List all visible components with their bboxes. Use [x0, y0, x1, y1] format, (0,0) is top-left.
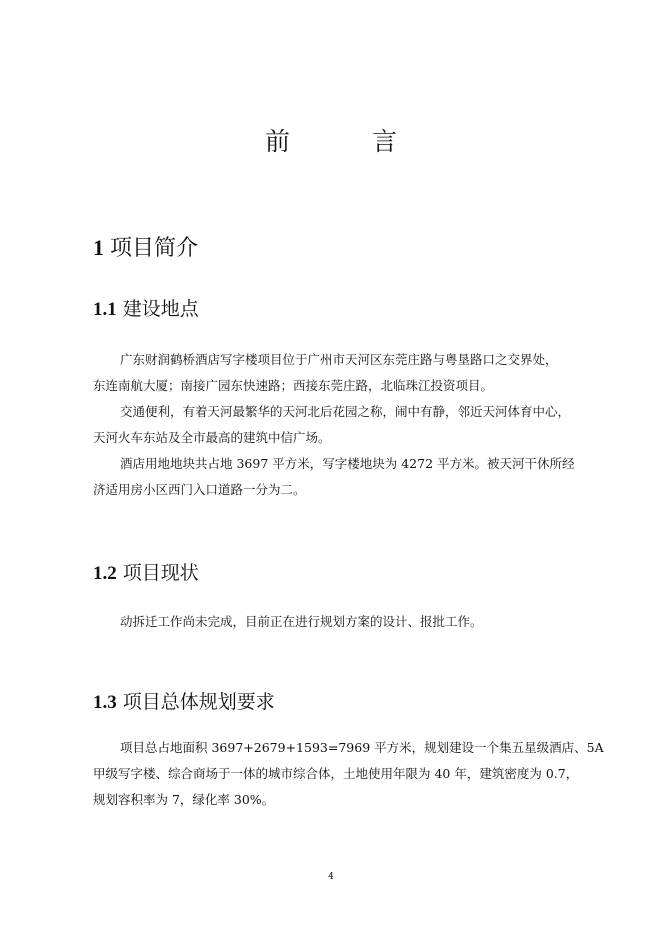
preface-title-char-2: 言	[372, 127, 398, 156]
section-number: 1	[93, 235, 104, 260]
paragraph-status	[93, 609, 593, 635]
paragraph-location-1	[93, 347, 593, 399]
paragraph-line: 酒店用地地块共占地 3697 平方米，写字楼地块为 4272 平方米。被天河干休所经	[120, 456, 575, 471]
paragraph-line: 甲级写字楼、综合商场于一体的城市综合体，土地使用年限为 40 年，建筑密度为 0.7，	[93, 766, 579, 781]
paragraph-line: 东连南航大厦；南接广园东快速路；西接东莞庄路，北临珠江投资项目。	[93, 378, 494, 393]
paragraph-line: 天河火车东站及全市最高的建筑中信广场。	[93, 430, 331, 445]
subsection-title: 项目现状	[122, 562, 199, 584]
section-heading-1	[93, 231, 198, 262]
paragraph-location-2	[93, 399, 593, 451]
paragraph-location-3	[93, 451, 593, 503]
page-number: 4	[328, 872, 334, 882]
subsection-title: 建设地点	[122, 298, 199, 320]
paragraph-line: 济适用房小区西门入口道路一分为二。	[93, 482, 306, 497]
subsection-heading-1-3	[93, 687, 275, 714]
paragraph-line: 项目总占地面积 3697+2679+1593=7969 平方米，规划建设一个集五星级酒店、5A	[120, 740, 604, 755]
paragraph-line: 交通便利，有着天河最繁华的天河北后花园之称，闹中有静，邻近天河体育中心，	[120, 404, 571, 419]
paragraph-line: 广东财润鹤桥酒店写字楼项目位于广州市天河区东莞庄路与粤垦路口之交界处，	[120, 352, 558, 367]
preface-title	[0, 122, 662, 158]
subsection-number: 1.1	[93, 299, 117, 320]
preface-title-char-1: 前	[264, 127, 290, 156]
subsection-number: 1.3	[93, 692, 117, 713]
subsection-heading-1-2	[93, 558, 199, 585]
section-title: 项目简介	[110, 236, 199, 261]
paragraph-planning	[93, 735, 604, 813]
subsection-heading-1-1	[93, 294, 199, 321]
subsection-number: 1.2	[93, 563, 117, 584]
subsection-title: 项目总体规划要求	[122, 691, 275, 713]
paragraph-line: 动拆迁工作尚未完成，目前正在进行规划方案的设计、报批工作。	[120, 614, 483, 629]
paragraph-line: 规划容积率为 7，绿化率 30%。	[93, 792, 275, 807]
